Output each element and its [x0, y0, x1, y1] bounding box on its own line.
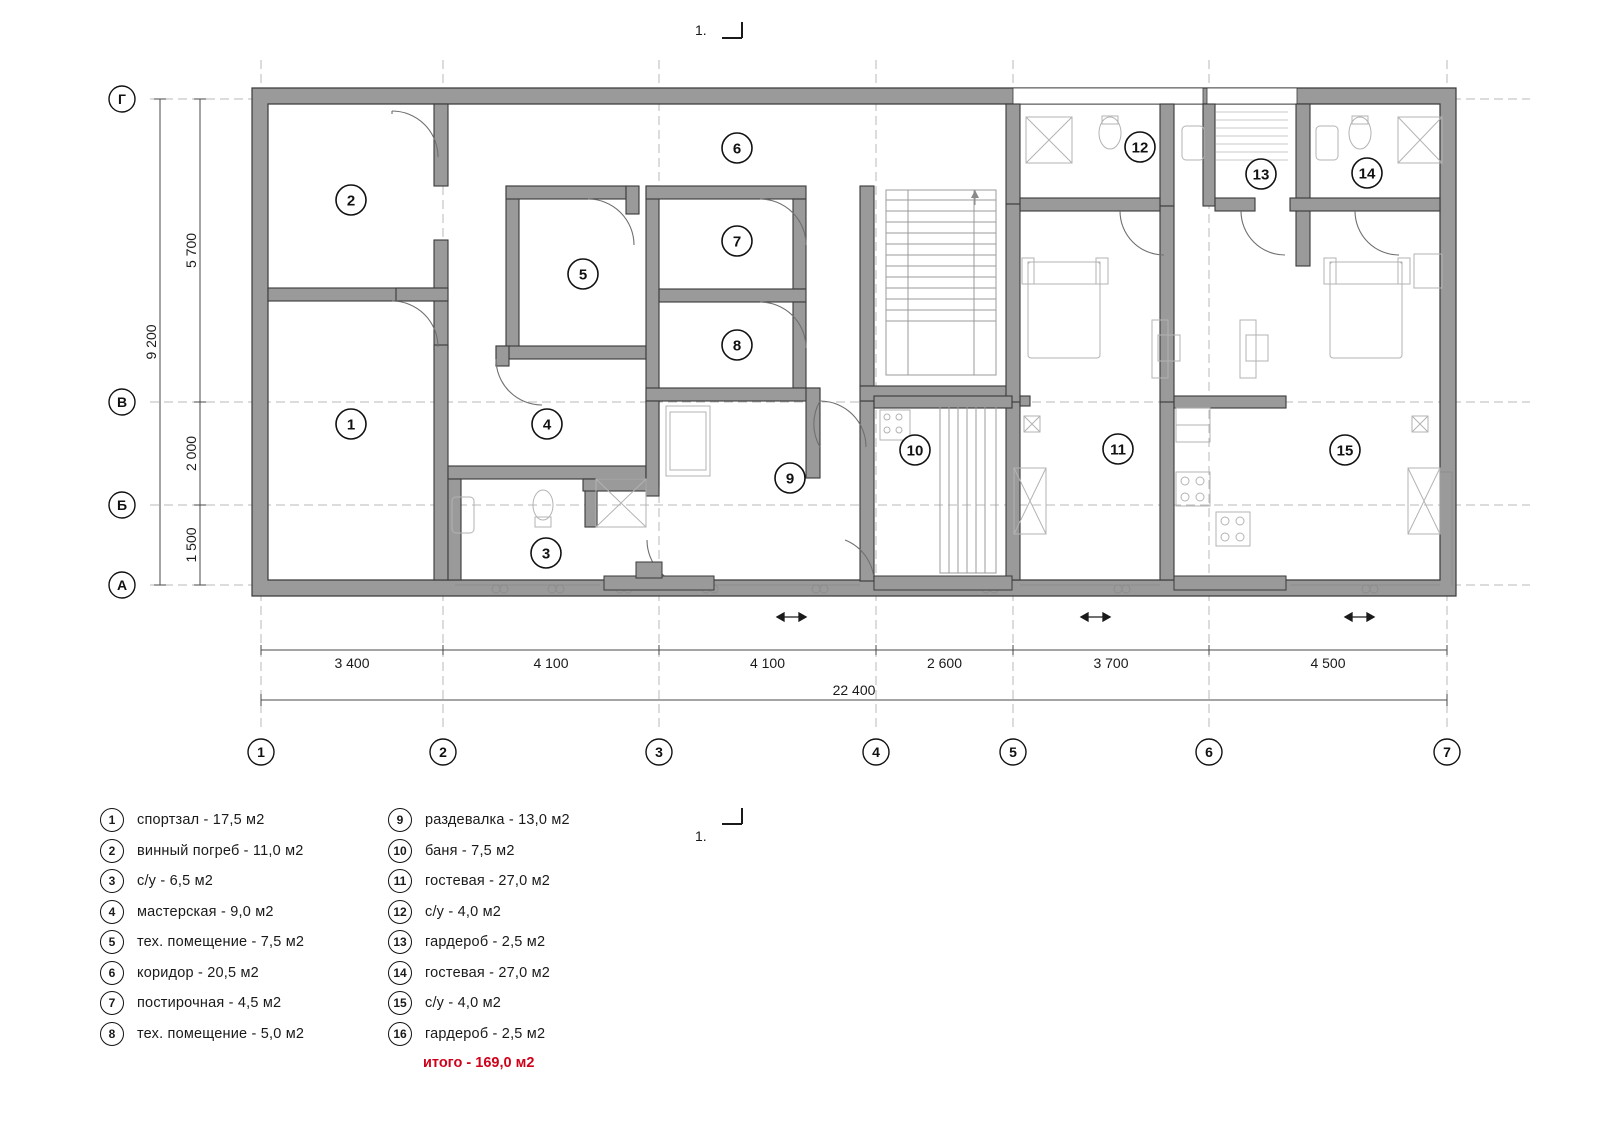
svg-text:А: А — [116, 577, 128, 593]
legend-item — [388, 1019, 570, 1050]
axis-marker-Г — [109, 86, 135, 112]
legend-label: гардероб - 2,5 м2 — [425, 1025, 546, 1042]
legend-label: тех. помещение - 5,0 м2 — [137, 1025, 305, 1042]
room-marker-2 — [336, 185, 366, 215]
svg-text:8: 8 — [732, 337, 742, 355]
svg-text:11: 11 — [1110, 441, 1126, 459]
legend-marker: 2 — [100, 839, 124, 863]
dimension-lines-vertical — [160, 99, 200, 585]
section-mark-bottom: 1. — [695, 828, 707, 844]
room-marker-12 — [1125, 132, 1155, 162]
room-marker-7 — [722, 226, 752, 256]
svg-text:5: 5 — [1009, 744, 1017, 760]
svg-text:7: 7 — [1443, 744, 1451, 760]
axis-marker-3 — [646, 739, 672, 765]
section-arrow-top — [720, 20, 760, 60]
svg-text:1: 1 — [346, 416, 356, 434]
section-arrow-bottom — [720, 806, 760, 846]
legend-label: тех. помещение - 7,5 м2 — [137, 934, 305, 951]
legend-label: постирочная - 4,5 м2 — [137, 995, 282, 1012]
svg-text:9: 9 — [785, 470, 795, 488]
sliding-door-arrows — [777, 613, 1374, 621]
svg-text:В: В — [116, 394, 128, 410]
legend-total: итого - 169,0 м2 — [423, 1055, 535, 1071]
legend-item — [388, 988, 570, 1019]
legend-marker: 9 — [388, 808, 412, 832]
axis-marker-2 — [430, 739, 456, 765]
legend-marker: 11 — [388, 869, 412, 893]
svg-text:13: 13 — [1252, 166, 1270, 184]
legend-marker: 13 — [388, 930, 412, 954]
svg-text:7: 7 — [732, 233, 742, 251]
svg-text:Б: Б — [116, 497, 128, 513]
legend-label: мастерская - 9,0 м2 — [137, 903, 274, 920]
legend-label: с/у - 4,0 м2 — [425, 995, 502, 1012]
svg-text:4: 4 — [542, 416, 552, 434]
room-marker-6 — [722, 133, 752, 163]
legend-item — [100, 1019, 304, 1050]
legend-label: гостевая - 27,0 м2 — [425, 873, 551, 890]
svg-text:Г: Г — [118, 91, 126, 107]
svg-text:2: 2 — [346, 192, 356, 210]
legend-label: гардероб - 2,5 м2 — [425, 934, 546, 951]
axis-marker-6 — [1196, 739, 1222, 765]
legend-item — [388, 958, 570, 989]
room-marker-3 — [531, 538, 561, 568]
axis-marker-4 — [863, 739, 889, 765]
room-marker-4 — [532, 409, 562, 439]
legend-item — [388, 897, 570, 928]
legend-item — [100, 897, 304, 928]
legend-item — [100, 805, 304, 836]
legend-item — [100, 866, 304, 897]
legend-marker: 4 — [100, 900, 124, 924]
room-marker-10 — [900, 435, 930, 465]
legend-marker: 5 — [100, 930, 124, 954]
legend-column-right — [388, 805, 570, 1071]
staircase — [886, 190, 996, 573]
svg-text:5: 5 — [578, 266, 588, 284]
legend-label: коридор - 20,5 м2 — [137, 964, 259, 981]
section-mark-top: 1. — [695, 22, 707, 38]
legend-label: баня - 7,5 м2 — [425, 842, 515, 859]
legend-marker: 1 — [100, 808, 124, 832]
svg-text:4: 4 — [872, 744, 880, 760]
svg-text:3: 3 — [541, 545, 551, 563]
axis-marker-В — [109, 389, 135, 415]
legend-marker: 14 — [388, 961, 412, 985]
legend-item — [100, 836, 304, 867]
legend-item — [388, 866, 570, 897]
svg-text:3: 3 — [655, 744, 663, 760]
legend-label: винный погреб - 11,0 м2 — [137, 842, 304, 859]
room-marker-15 — [1330, 435, 1360, 465]
legend-marker: 7 — [100, 991, 124, 1015]
svg-text:6: 6 — [1205, 744, 1213, 760]
legend-column-left — [100, 805, 304, 1049]
dimension-label: 2 600 — [926, 655, 963, 671]
room-marker-14 — [1352, 158, 1382, 188]
axis-marker-Б — [109, 492, 135, 518]
legend-label: спортзал - 17,5 м2 — [137, 812, 265, 829]
room-marker-1 — [336, 409, 366, 439]
legend-label: раздевалка - 13,0 м2 — [425, 812, 570, 829]
svg-text:15: 15 — [1336, 442, 1354, 460]
room-marker-8 — [722, 330, 752, 360]
legend-marker: 6 — [100, 961, 124, 985]
overall-dimension-label: 22 400 — [832, 682, 876, 698]
room-marker-11 — [1103, 434, 1133, 464]
legend-marker: 3 — [100, 869, 124, 893]
legend-marker: 12 — [388, 900, 412, 924]
axis-marker-А — [109, 572, 135, 598]
legend-marker: 16 — [388, 1022, 412, 1046]
legend-label: с/у - 6,5 м2 — [137, 873, 214, 890]
legend-item — [100, 988, 304, 1019]
dimension-label: 4 100 — [749, 655, 786, 671]
axis-marker-1 — [248, 739, 274, 765]
legend-marker: 8 — [100, 1022, 124, 1046]
room-marker-5 — [568, 259, 598, 289]
legend-item — [388, 836, 570, 867]
axis-marker-5 — [1000, 739, 1026, 765]
svg-text:2: 2 — [439, 744, 447, 760]
legend-marker: 15 — [388, 991, 412, 1015]
dimension-label: 3 700 — [1093, 655, 1129, 671]
dimension-label: 2 000 — [183, 435, 199, 472]
svg-text:10: 10 — [906, 442, 924, 460]
axis-marker-7 — [1434, 739, 1460, 765]
svg-text:14: 14 — [1358, 165, 1376, 183]
building-walls — [252, 88, 1456, 596]
dimension-label: 1 500 — [183, 527, 199, 563]
legend-item — [100, 927, 304, 958]
legend-item — [100, 958, 304, 989]
dimension-label: 3 400 — [334, 655, 370, 671]
legend-item — [388, 927, 570, 958]
room-marker-9 — [775, 463, 805, 493]
svg-text:1: 1 — [257, 744, 265, 760]
dimension-label: 4 500 — [1310, 655, 1346, 671]
dimension-label: 5 700 — [183, 232, 199, 269]
dimension-label: 4 100 — [533, 655, 569, 671]
legend-label: с/у - 4,0 м2 — [425, 903, 502, 920]
svg-text:6: 6 — [732, 140, 742, 158]
legend-marker: 10 — [388, 839, 412, 863]
legend-item — [388, 805, 570, 836]
room-marker-13 — [1246, 159, 1276, 189]
overall-dimension-label: 9 200 — [143, 324, 159, 360]
legend-label: гостевая - 27,0 м2 — [425, 964, 551, 981]
svg-text:12: 12 — [1131, 139, 1149, 157]
